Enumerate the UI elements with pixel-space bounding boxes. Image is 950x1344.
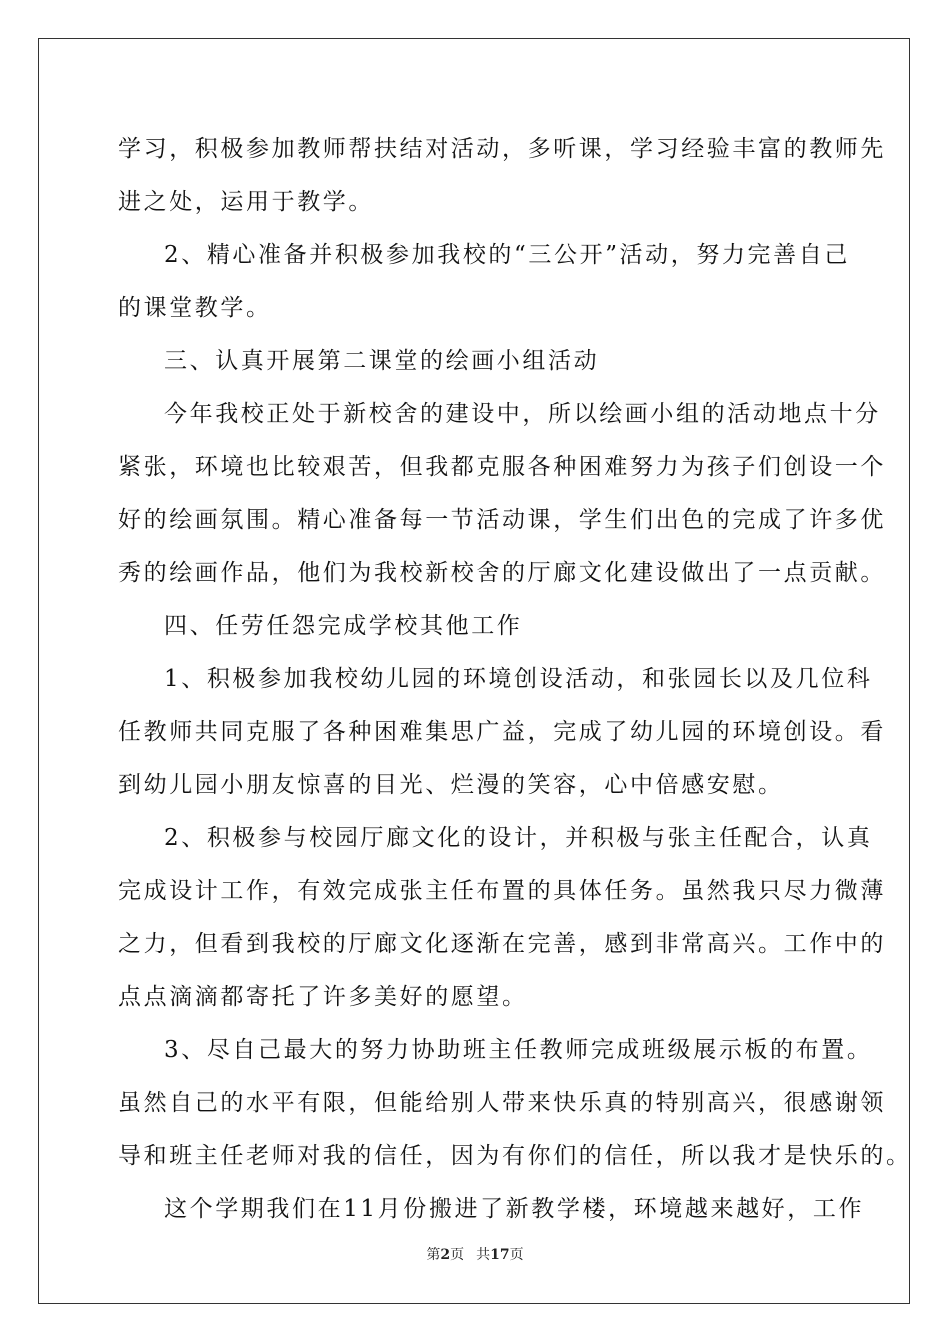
total-suffix: 页 — [509, 1247, 524, 1263]
page-prefix: 第 — [426, 1247, 441, 1263]
page-suffix: 页 — [450, 1247, 465, 1263]
paragraph-start-line: 这个学期我们在11月份搬进了新教学楼，环境越来越好，工作 — [164, 1196, 865, 1222]
page-number: 2 — [440, 1247, 451, 1263]
text-line: 导和班主任老师对我的信任，因为有你们的信任，所以我才是快乐的。 — [118, 1143, 912, 1169]
total-prefix: 共 — [476, 1247, 491, 1263]
paragraph-start-line: 2、精心准备并积极参加我校的“三公开”活动，努力完善自己 — [164, 242, 850, 268]
text-line: 紧张，环境也比较艰苦，但我都克服各种困难努力为孩子们创设一个 — [118, 454, 886, 480]
text-line: 虽然自己的水平有限，但能给别人带来快乐真的特别高兴，很感谢领 — [118, 1090, 886, 1116]
page-footer — [0, 1245, 950, 1265]
document-body — [118, 123, 912, 1236]
section-heading: 三、认真开展第二课堂的绘画小组活动 — [164, 348, 600, 374]
text-line: 学习，积极参加教师帮扶结对活动，多听课，学习经验丰富的教师先 — [118, 136, 886, 162]
text-line: 到幼儿园小朋友惊喜的目光、烂漫的笑容，心中倍感安慰。 — [118, 772, 784, 798]
paragraph-start-line: 1、积极参加我校幼儿园的环境创设活动，和张园长以及几位科 — [164, 666, 873, 692]
text-line: 好的绘画氛围。精心准备每一节活动课，学生们出色的完成了许多优 — [118, 507, 886, 533]
text-line: 完成设计工作，有效完成张主任布置的具体任务。虽然我只尽力微薄 — [118, 878, 886, 904]
paragraph-start-line: 今年我校正处于新校舍的建设中，所以绘画小组的活动地点十分 — [164, 401, 881, 427]
text-line: 秀的绘画作品，他们为我校新校舍的厅廊文化建设做出了一点贡献。 — [118, 560, 886, 586]
text-line: 之力，但看到我校的厅廊文化逐渐在完善，感到非常高兴。工作中的 — [118, 931, 886, 957]
paragraph-start-line: 2、积极参与校园厅廊文化的设计，并积极与张主任配合，认真 — [164, 825, 873, 851]
text-line: 点点滴滴都寄托了许多美好的愿望。 — [118, 984, 528, 1010]
text-line: 的课堂教学。 — [118, 295, 272, 321]
text-line: 进之处，运用于教学。 — [118, 189, 374, 215]
section-heading: 四、任劳任怨完成学校其他工作 — [164, 613, 523, 639]
text-line: 任教师共同克服了各种困难集思广益，完成了幼儿园的环境创设。看 — [118, 719, 886, 745]
paragraph-start-line: 3、尽自己最大的努力协助班主任教师完成班级展示板的布置。 — [164, 1037, 873, 1063]
total-pages: 17 — [490, 1247, 510, 1263]
